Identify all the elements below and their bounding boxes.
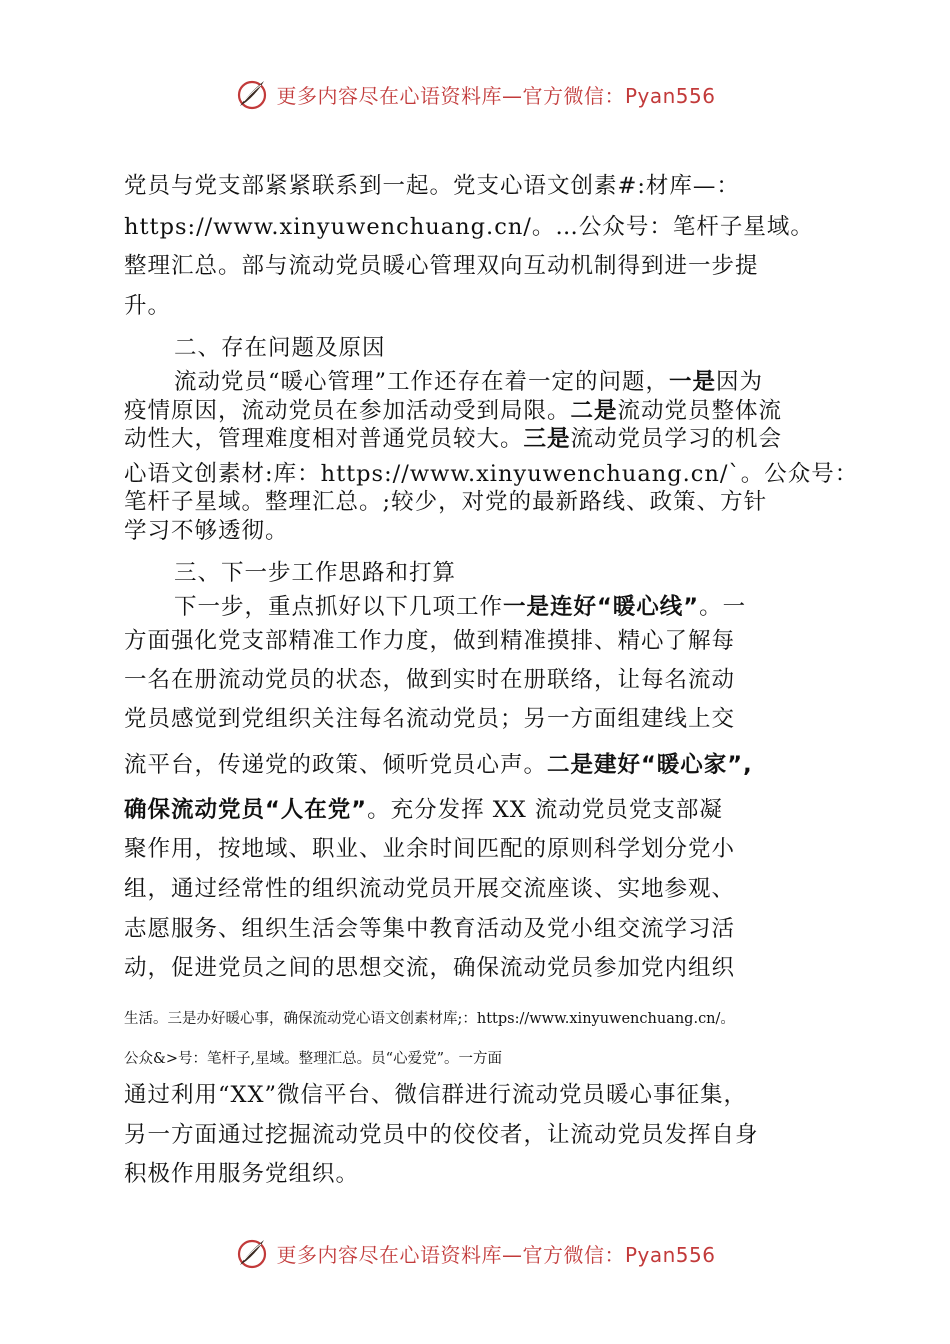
line-22: 动，促进党员之间的思想交流，确保流动党员参加党内组织 [124,955,736,981]
line-13: 下一步，重点抓好以下几项工作一是连好“暖心线”。一 [174,594,747,620]
line-21: 志愿服务、组织生活会等集中教育活动及党小组交流学习活 [124,916,736,942]
line-26: 另一方面通过挖掘流动党员中的佼佼者，让流动党员发挥自身 [124,1122,759,1148]
line-10: 笔杆子星域。整理汇总。;较少，对党的最新路线、政策、方针 [124,489,768,515]
line-14: 方面强化党支部精准工作力度，做到精准摸排、精心了解每 [124,628,736,654]
line-17: 流平台，传递党的政策、倾听党员心声。二是建好“暖心家”, [124,752,753,778]
section-heading-3: 三、下一步工作思路和打算 [174,560,457,586]
line-9: 心语文创素材:库：https://www.xinyuwenchuang.cn/`。公众号： [124,461,859,487]
line-3: 整理汇总。部与流动党员暖心管理双向互动机制得到进一步提 [124,253,759,279]
line-24: 公众&>号：笔杆子,星域。整理汇总。员“心爱党”。一方面 [124,1051,502,1067]
line-1: 党员与党支部紧紧联系到一起。党支心语文创素#:材库—： [124,173,740,199]
line-7: 疫情原因，流动党员在参加活动受到局限。二是流动党员整体流 [124,398,783,424]
line-6: 流动党员“暖心管理”工作还存在着一定的问题，一是因为 [174,369,764,395]
feather-circle-logo-icon [234,76,270,112]
header-banner [0,74,950,114]
line-23: 生活。三是办好暖心事，确保流动党心语文创素材库;：https://www.xinyuwenchuang.cn/。 [124,1011,735,1027]
line-27: 积极作用服务党组织。 [124,1161,360,1187]
footer-banner-text: 更多内容尽在心语资料库—官方微信：Pyan556 [276,1242,716,1267]
line-16: 党员感觉到党组织关注每名流动党员；另一方面组建线上交 [124,706,736,732]
footer-banner [0,1233,950,1273]
line-18: 确保流动党员“人在党”。充分发挥 XX 流动党员党支部凝 [124,797,723,823]
line-8: 动性大，管理难度相对普通党员较大。三是流动党员学习的机会 [124,426,783,452]
line-25: 通过利用“XX”微信平台、微信群进行流动党员暖心事征集， [124,1082,748,1108]
line-4: 升。 [124,293,172,319]
line-20: 组，通过经常性的组织流动党员开展交流座谈、实地参观、 [124,876,736,902]
section-heading-2: 二、存在问题及原因 [174,335,386,361]
line-15: 一名在册流动党员的状态，做到实时在册联络，让每名流动 [124,667,736,693]
line-2: https://www.xinyuwenchuang.cn/。…公众号：笔杆子星域。 [124,214,814,240]
line-11: 学习不够透彻。 [124,518,289,544]
feather-circle-logo-icon [234,1235,270,1271]
header-banner-text: 更多内容尽在心语资料库—官方微信：Pyan556 [276,83,716,108]
line-19: 聚作用，按地域、职业、业余时间匹配的原则科学划分党小 [124,836,736,862]
